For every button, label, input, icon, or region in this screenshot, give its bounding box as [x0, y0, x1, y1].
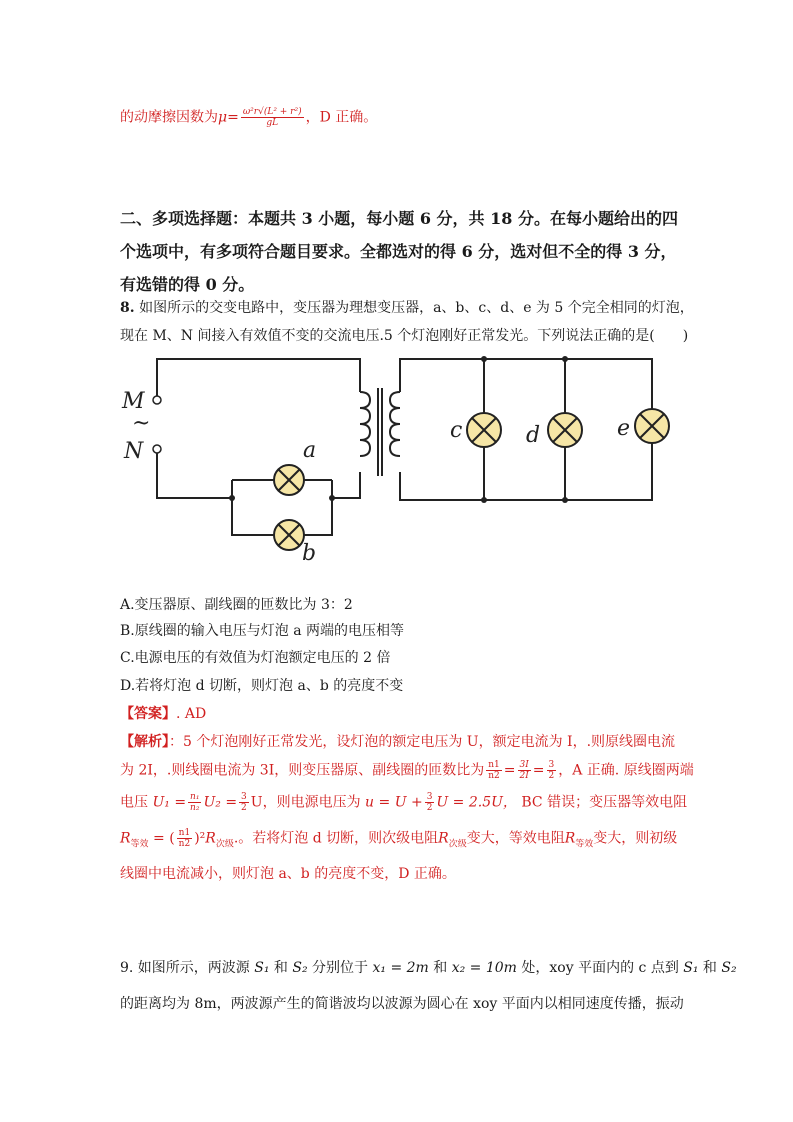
r-sec-symbol: R	[205, 830, 216, 847]
section-heading: 二、多项选择题：本题共 3 小题，每小题 6 分，共 18 分。在每小题给出的四个选项中，有多项符合题目要求。全都选对的得 6 分，选对但不全的得 3 分，有选错的得 0 分。	[120, 209, 678, 294]
q8-stem-2: 现在 M、N 间接入有效值不变的交流电压.5 个灯泡刚好正常发光。下列说法正确的是(	[120, 328, 655, 344]
r-eq-subscript: 等效	[130, 839, 149, 850]
analysis-line-1	[120, 732, 675, 752]
q8-stem-end: )	[682, 328, 689, 344]
prev-suffix: ，D 正确。	[305, 109, 378, 126]
r-sec-subscript: 次级	[215, 839, 234, 850]
analysis-text-3a: 电压	[120, 794, 148, 811]
wire-bottom-left	[157, 453, 232, 498]
lamp-b	[274, 520, 304, 550]
x2-position: x₂ = 10m	[451, 960, 517, 976]
label-b: b	[302, 541, 317, 565]
q9-text-1b: 分别位于	[307, 960, 373, 976]
ratio-fraction-3-num: 3	[548, 760, 555, 770]
q9-line2: 的距离均为 8m，两波源产生的简谐波均以波源为圆心在 xoy 平面内以相同速度传播，振动	[120, 996, 684, 1012]
lamp-d	[548, 413, 582, 447]
answer-value: . AD	[176, 706, 207, 722]
terminal-m	[153, 396, 161, 404]
r-sec-symbol-2: R	[438, 830, 449, 847]
q8-line1	[120, 298, 694, 318]
analysis-text-1: ：5 个灯泡刚好正常发光，设灯泡的额定电压为 U，额定电流为 I，.则原线圈电流	[169, 734, 676, 750]
u2-symbol: U₂ =	[203, 794, 238, 811]
r-eq-close: )²	[194, 830, 206, 847]
mu-symbol: μ=	[218, 109, 239, 126]
circuit-figure	[110, 350, 680, 565]
source-voltage-eq: u = U +	[365, 794, 423, 811]
ratio-fraction-1	[486, 760, 502, 781]
r-eq-fraction	[177, 828, 193, 849]
analysis-text-4c: 变大，则初级	[593, 830, 678, 847]
u1-coef-num: 3	[241, 792, 247, 802]
wire-top-left	[157, 359, 360, 397]
ratio-fraction-1-num: n1	[488, 760, 500, 770]
mu-fraction	[241, 107, 304, 128]
u1-coef-fraction	[239, 792, 249, 813]
r-eq-equals: = (	[148, 830, 175, 847]
mu-denominator: gL	[266, 118, 279, 128]
option-d: D.若将灯泡 d 切断，则灯泡 a、b 的亮度不变	[120, 678, 404, 694]
label-d: d	[526, 423, 541, 448]
terminal-n	[153, 445, 161, 453]
option-b: B.原线圈的输入电压与灯泡 a 两端的电压相等	[120, 623, 404, 639]
label-a: a	[303, 438, 317, 463]
ratio-fraction-3	[547, 760, 557, 781]
q8-line2	[120, 326, 688, 346]
u1-fraction-num: n₁	[190, 792, 200, 802]
label-c: c	[450, 418, 463, 443]
analysis-line-2: 为 2I，.则线圈电流为 3I，则变压器原、副线圈的匝数比为 $\frac{n1}{n2}$ = $\frac{3I}{2I}$ = $\frac{3}{2}$ ，A 正确. 原线圈两端	[120, 760, 694, 781]
u1-symbol: U₁ =	[152, 794, 187, 811]
source-voltage-den: 2	[426, 803, 433, 813]
r-sec-subscript-2: 次级	[448, 839, 467, 850]
wire-bottom-right	[332, 472, 360, 498]
answer-line	[120, 704, 206, 724]
analysis-line-3	[120, 792, 687, 813]
analysis-text-3b: U，则电源电压为	[250, 794, 361, 811]
label-m: M	[122, 389, 145, 414]
u1-fraction	[188, 792, 201, 813]
analysis-line-4	[120, 828, 677, 854]
primary-coil	[360, 392, 370, 456]
analysis-line-5: 线圈中电流减小，则灯泡 a、b 的亮度不变，D 正确。	[120, 866, 456, 882]
answer-label: 【答案】	[120, 706, 176, 722]
analysis-text-2b: ，A 正确. 原线圈两端	[558, 762, 694, 779]
s1-symbol: S₁	[254, 960, 270, 976]
q9-and-2: 和	[428, 960, 452, 976]
q9-line1	[120, 958, 737, 978]
option-a: A.变压器原、副线圈的匝数比为 3：2	[120, 597, 353, 613]
source-voltage-num: 3	[426, 792, 433, 802]
analysis-label: 【解析】	[120, 734, 169, 750]
ratio-fraction-1-den: n2	[488, 771, 500, 781]
analysis-text-4a: .。若将灯泡 d 切断，则次级电阻	[233, 830, 439, 847]
q9-and-3: 和	[698, 960, 722, 976]
lamp-c	[467, 413, 501, 447]
x1-position: x₁ = 2m	[372, 960, 429, 976]
r-eq-fraction-num: n1	[178, 828, 191, 838]
r-eq-fraction-den: n2	[178, 839, 191, 849]
lamp-a	[274, 465, 304, 495]
ratio-fraction-2-den: 2I	[519, 771, 529, 781]
analysis-text-2a: 为 2I，.则线圈电流为 3I，则变压器原、副线圈的匝数比为	[120, 762, 485, 779]
q9-and-1: 和	[269, 960, 293, 976]
prev-prefix: 的动摩擦因数为	[120, 109, 218, 126]
s1-symbol-2: S₁	[683, 960, 699, 976]
s2-symbol-2: S₂	[721, 960, 737, 976]
mu-numerator: ω²r√(L² + r²)	[242, 107, 302, 117]
label-e: e	[617, 416, 631, 441]
label-n: N	[124, 439, 144, 464]
source-voltage-result: U = 2.5U，	[436, 794, 517, 811]
ratio-fraction-2	[518, 760, 531, 781]
secondary-coil	[390, 392, 400, 456]
r-eq-subscript-2: 等效	[575, 839, 594, 850]
r-eq-symbol-2: R	[564, 830, 576, 847]
s2-symbol: S₂	[292, 960, 308, 976]
q9-text-1a: 9. 如图所示，两波源	[120, 960, 255, 976]
ratio-fraction-3-den: 2	[548, 771, 555, 781]
analysis-text-4b: 变大，等效电阻	[466, 830, 565, 847]
label-tilde: ~	[132, 411, 151, 436]
q8-number: 8.	[120, 300, 135, 316]
u1-fraction-den: n₂	[190, 803, 200, 813]
q9-text-1c: 处，xoy 平面内的 c 点到	[516, 960, 684, 976]
analysis-text-3c: BC 错误；变压器等效电阻	[521, 794, 688, 811]
option-c: C.电源电压的有效值为灯泡额定电压的 2 倍	[120, 650, 391, 666]
r-eq-symbol: R	[120, 830, 131, 847]
ratio-fraction-2-num: 3I	[519, 760, 529, 770]
prev-answer-line	[120, 107, 377, 128]
u1-coef-den: 2	[241, 803, 247, 813]
lamp-e	[635, 409, 669, 443]
q8-stem-1: 如图所示的交变电路中，变压器为理想变压器，a、b、c、d、e 为 5 个完全相同的灯泡，	[139, 300, 694, 316]
source-voltage-fraction	[425, 792, 435, 813]
